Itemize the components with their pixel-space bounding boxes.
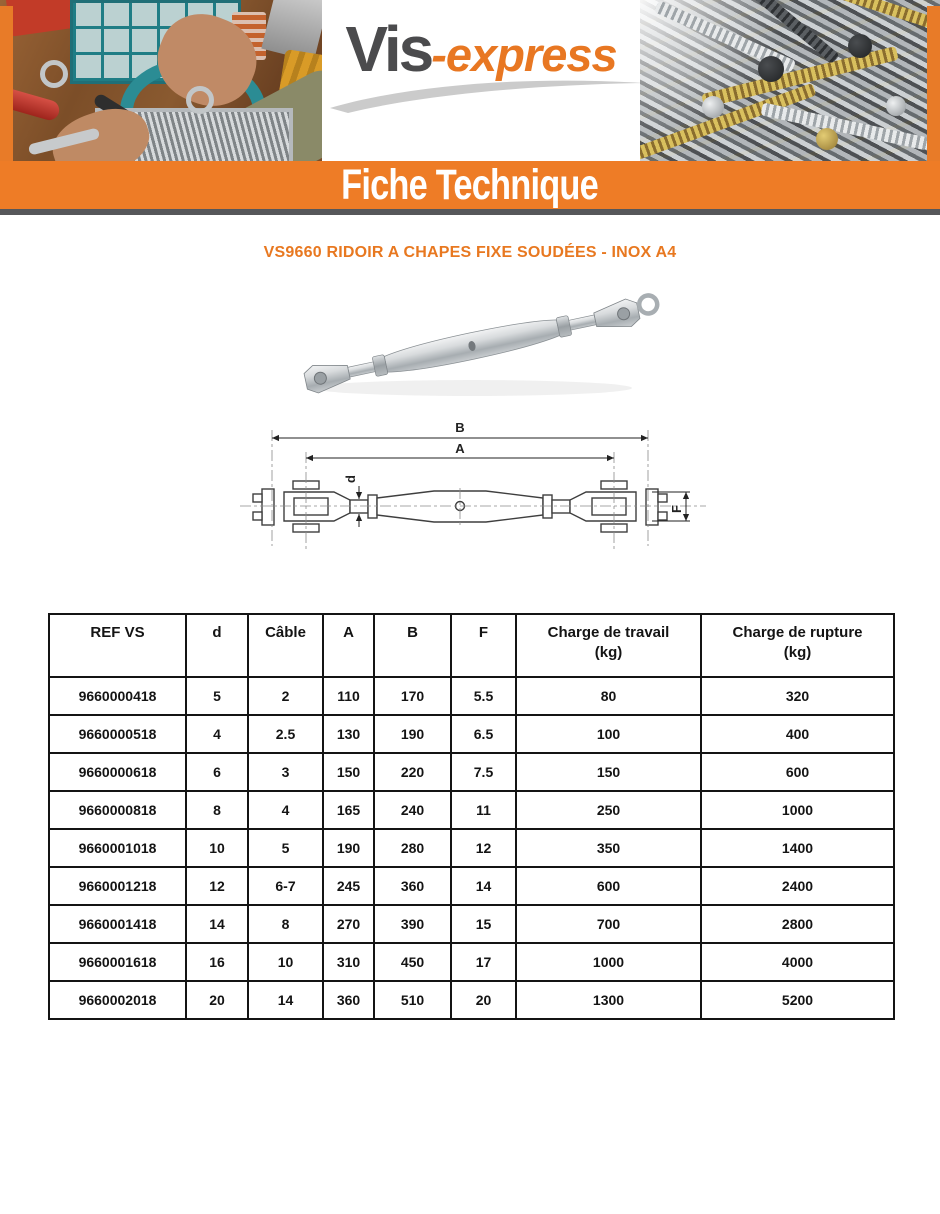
header-label: Câble [265, 624, 306, 641]
table-cell: 9660001218 [49, 867, 186, 905]
table-cell: 600 [516, 867, 701, 905]
table-cell: 9660001618 [49, 943, 186, 981]
washer-prop [40, 60, 68, 88]
table-cell: 360 [323, 981, 374, 1019]
table-cell: 12 [186, 867, 248, 905]
table-cell: 450 [374, 943, 451, 981]
table-header-cell-ref [49, 614, 186, 677]
table-cell: 310 [323, 943, 374, 981]
table-cell: 150 [323, 753, 374, 791]
table-row [49, 753, 894, 791]
logo-text-express: -express [431, 28, 617, 81]
banner-underline [0, 209, 940, 215]
table-cell: 9660000618 [49, 753, 186, 791]
table-header-cell-cable [248, 614, 323, 677]
table-cell: 8 [248, 905, 323, 943]
screw-prop [792, 0, 938, 30]
table-cell: 5 [248, 829, 323, 867]
dimension-label-b: B [455, 420, 465, 435]
table-row [49, 943, 894, 981]
table-cell: 9660002018 [49, 981, 186, 1019]
table-cell: 6 [186, 753, 248, 791]
header-unit: (kg) [594, 644, 623, 662]
table-cell: 510 [374, 981, 451, 1019]
table-cell: 390 [374, 905, 451, 943]
header-label: F [478, 624, 489, 641]
table-cell: 2400 [701, 867, 894, 905]
table-cell: 270 [323, 905, 374, 943]
table-cell: 6.5 [451, 715, 516, 753]
header [0, 0, 940, 161]
table-cell: 110 [323, 677, 374, 715]
screw-head-prop [702, 96, 724, 118]
table-cell: 5 [186, 677, 248, 715]
logo-text-vis: Vis [345, 13, 432, 85]
table-cell: 4000 [701, 943, 894, 981]
brand-logo [322, 12, 640, 86]
washer-prop [186, 86, 214, 114]
table-cell: 11 [451, 791, 516, 829]
header-label: Charge de travail [547, 624, 670, 641]
table-row [49, 677, 894, 715]
header-label: REF VS [90, 624, 145, 641]
header-label: A [343, 624, 354, 641]
table-row [49, 905, 894, 943]
table-cell: 80 [516, 677, 701, 715]
table-cell: 320 [701, 677, 894, 715]
table-header-cell-workload [516, 614, 701, 677]
table-row [49, 715, 894, 753]
table-header-cell-f [451, 614, 516, 677]
table-cell: 9660000818 [49, 791, 186, 829]
table-cell: 1400 [701, 829, 894, 867]
banner-title: Fiche Technique [341, 161, 599, 209]
table-cell: 14 [186, 905, 248, 943]
screw-head-prop [886, 96, 906, 116]
table-cell: 700 [516, 905, 701, 943]
table-cell: 12 [451, 829, 516, 867]
table-cell: 20 [451, 981, 516, 1019]
table-cell: 1000 [516, 943, 701, 981]
table-cell: 10 [248, 943, 323, 981]
table-cell: 17 [451, 943, 516, 981]
table-cell: 2.5 [248, 715, 323, 753]
table-cell: 14 [248, 981, 323, 1019]
table-row [49, 867, 894, 905]
table-cell: 1000 [701, 791, 894, 829]
table-cell: 2 [248, 677, 323, 715]
workbench-photo [0, 0, 322, 161]
table-cell: 250 [516, 791, 701, 829]
table-cell: 100 [516, 715, 701, 753]
table-cell: 240 [374, 791, 451, 829]
table-cell: 280 [374, 829, 451, 867]
table-cell: 14 [451, 867, 516, 905]
table-cell: 165 [323, 791, 374, 829]
table-cell: 9660000418 [49, 677, 186, 715]
table-header-row [49, 614, 894, 677]
table-header-cell-b [374, 614, 451, 677]
table-header-cell-breakload [701, 614, 894, 677]
screw-head-prop [848, 34, 872, 58]
table-cell: 1300 [516, 981, 701, 1019]
header-unit: (kg) [783, 644, 812, 662]
table-cell: 600 [701, 753, 894, 791]
table-header-cell-a [323, 614, 374, 677]
table-cell: 245 [323, 867, 374, 905]
table-cell: 360 [374, 867, 451, 905]
table-cell: 170 [374, 677, 451, 715]
table-cell: 130 [323, 715, 374, 753]
left-accent-strip [0, 6, 13, 161]
photo-shadow [312, 380, 632, 396]
table-row [49, 829, 894, 867]
table-cell: 6-7 [248, 867, 323, 905]
table-header-cell-d [186, 614, 248, 677]
table-cell: 16 [186, 943, 248, 981]
screw-head-prop [816, 128, 838, 150]
table-cell: 4 [186, 715, 248, 753]
header-label: Charge de rupture [732, 624, 863, 641]
screws-pile-photo [640, 0, 940, 161]
dimension-label-d: d [343, 475, 358, 483]
table-cell: 190 [374, 715, 451, 753]
brand-logo-area [322, 0, 640, 161]
technical-drawing [238, 408, 708, 558]
right-accent-strip [927, 6, 940, 161]
header-label: d [212, 624, 222, 641]
table-cell: 20 [186, 981, 248, 1019]
table-cell: 2800 [701, 905, 894, 943]
table-cell: 9660001418 [49, 905, 186, 943]
dimension-label-a: A [455, 441, 465, 456]
table-cell: 3 [248, 753, 323, 791]
table-cell: 190 [323, 829, 374, 867]
table-cell: 15 [451, 905, 516, 943]
spec-table-body [49, 677, 894, 1019]
dimension-label-f: F [669, 505, 684, 513]
table-cell: 10 [186, 829, 248, 867]
turnbuckle-image [303, 293, 661, 395]
screw-head-prop [758, 56, 784, 82]
table-cell: 9660001018 [49, 829, 186, 867]
table-cell: 9660000518 [49, 715, 186, 753]
table-cell: 350 [516, 829, 701, 867]
spec-table [48, 613, 895, 1020]
table-cell: 8 [186, 791, 248, 829]
product-photo [272, 286, 672, 406]
table-cell: 220 [374, 753, 451, 791]
table-cell: 150 [516, 753, 701, 791]
table-cell: 7.5 [451, 753, 516, 791]
banner [0, 161, 940, 209]
header-label: B [407, 624, 418, 641]
product-title: VS9660 RIDOIR A CHAPES FIXE SOUDÉES - INOX A4 [263, 244, 677, 261]
table-cell: 400 [701, 715, 894, 753]
table-row [49, 981, 894, 1019]
table-cell: 4 [248, 791, 323, 829]
table-cell: 5.5 [451, 677, 516, 715]
table-cell: 5200 [701, 981, 894, 1019]
table-row [49, 791, 894, 829]
